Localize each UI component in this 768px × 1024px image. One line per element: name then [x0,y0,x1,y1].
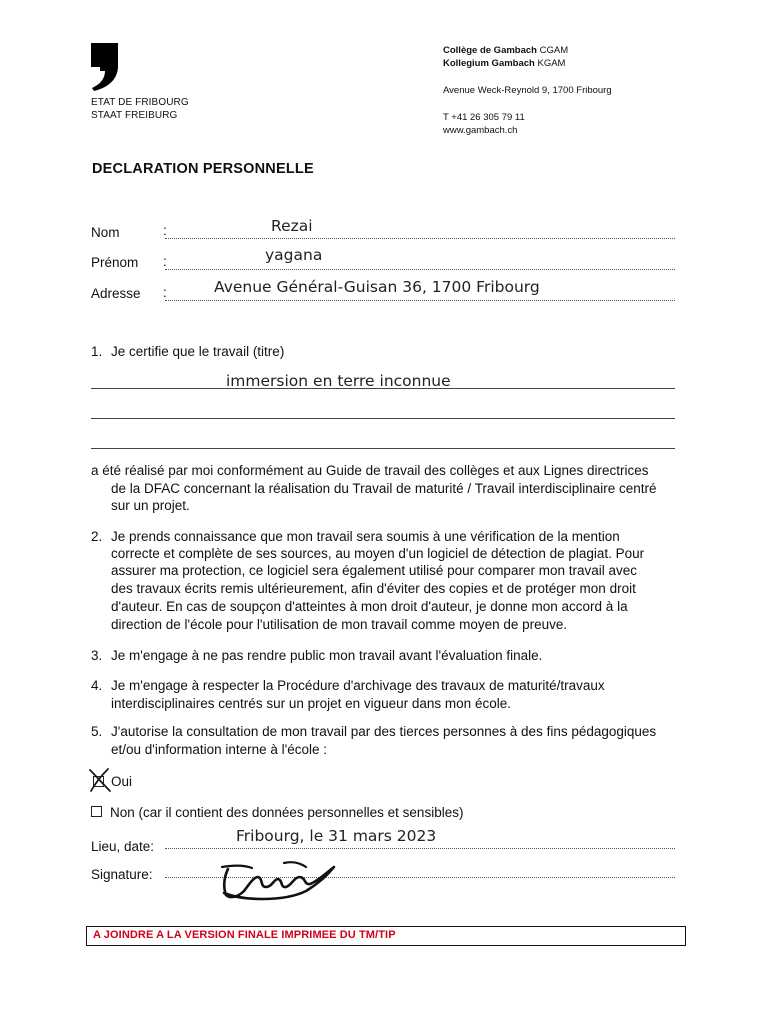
kollegium-name-bold: Kollegium Gambach [443,58,535,69]
work-title-value: immersion en terre inconnue [226,372,451,390]
etat-de-fribourg-logo-icon [88,40,122,92]
oui-check-mark-icon [88,767,112,793]
non-label: Non (car il contient des données personnelles et sensibles) [110,805,464,820]
section2-line1: Je prends connaissance que mon travail sera soumis à une vérification de la mention [111,529,620,544]
oui-label: Oui [111,774,133,789]
section2-line6: direction de l'école pour l'utilisation de mon travail comme moyen de preuve. [111,617,568,632]
section2-line2: correcte et complète de ses sources, au moyen d'un logiciel de détection de plagiat. Pour [111,546,645,561]
state-name-de: STAAT FREIBURG [91,110,178,121]
section1-intro: Je certifie que le travail (titre) [111,344,285,359]
section4-line2: interdisciplinaires centrés sur un projet en vigueur dans mon école. [111,696,511,711]
nom-field-line [165,224,675,239]
nom-value: Rezai [271,217,313,235]
title-line-3 [91,448,675,449]
college-website: www.gambach.ch [443,125,518,136]
section2-line5: d'auteur. En cas de soupçon d'atteintes à mon droit d'auteur, je donne mon accord à la [111,599,628,614]
adresse-label: Adresse [91,286,141,301]
college-name-bold: Collège de Gambach [443,45,537,56]
section4-number: 4. [91,678,103,693]
college-name-fr [443,44,568,57]
section1-text-line2: de la DFAC concernant la réalisation du Travail de maturité / Travail interdisciplinaire centré [111,481,657,496]
prenom-value: yagana [265,246,323,264]
section5-number: 5. [91,724,103,739]
prenom-label: Prénom [91,255,139,270]
college-phone: T +41 26 305 79 11 [443,112,525,123]
section2-number: 2. [91,529,103,544]
lieu-date-value: Fribourg, le 31 mars 2023 [236,827,437,845]
nom-label: Nom [91,225,120,240]
prenom-field-line [165,255,675,270]
section1-number: 1. [91,344,103,359]
title-line-2 [91,418,675,419]
non-checkbox[interactable] [91,806,103,818]
lieu-date-label: Lieu, date: [91,839,155,854]
section2-line4: des travaux écrits remis ultérieurement, afin d'éviter des copies et de protéger mon droit [111,581,636,596]
section2-line3: assurer ma protection, ce logiciel sera également utilisé pour comparer mon travail avec [111,563,637,578]
section1-text-line1: a été réalisé par moi conformément au Guide de travail des collèges et aux Lignes directrices [91,463,649,478]
signature-label: Signature: [91,867,153,882]
section5-line1: J'autorise la consultation de mon travail par des tierces personnes à des fins pédagogiques [111,724,657,739]
section1-text-line3: sur un projet. [111,498,190,513]
state-name-fr: ETAT DE FRIBOURG [91,97,189,108]
nom-colon: : [163,223,167,238]
adresse-colon: : [163,285,167,300]
adresse-value: Avenue Général-Guisan 36, 1700 Fribourg [214,278,540,296]
college-code: CGAM [539,45,569,56]
college-address: Avenue Weck-Reynold 9, 1700 Fribourg [443,85,612,96]
oui-checkbox[interactable] [91,773,107,789]
college-name-de [443,57,565,70]
footer-notice-text: A JOINDRE A LA VERSION FINALE IMPRIMEE DU TM/TIP [93,929,396,941]
prenom-colon: : [163,254,167,269]
kollegium-code: KGAM [537,58,566,69]
handwritten-signature-icon [214,855,340,903]
section3-text: Je m'engage à ne pas rendre public mon travail avant l'évaluation finale. [111,648,543,663]
section3-number: 3. [91,648,103,663]
document-title: DECLARATION PERSONNELLE [92,161,314,177]
section4-line1: Je m'engage à respecter la Procédure d'archivage des travaux de maturité/travaux [111,678,605,693]
section5-line2: et/ou d'information interne à l'école : [111,742,328,757]
non-checkbox-box [91,806,102,817]
